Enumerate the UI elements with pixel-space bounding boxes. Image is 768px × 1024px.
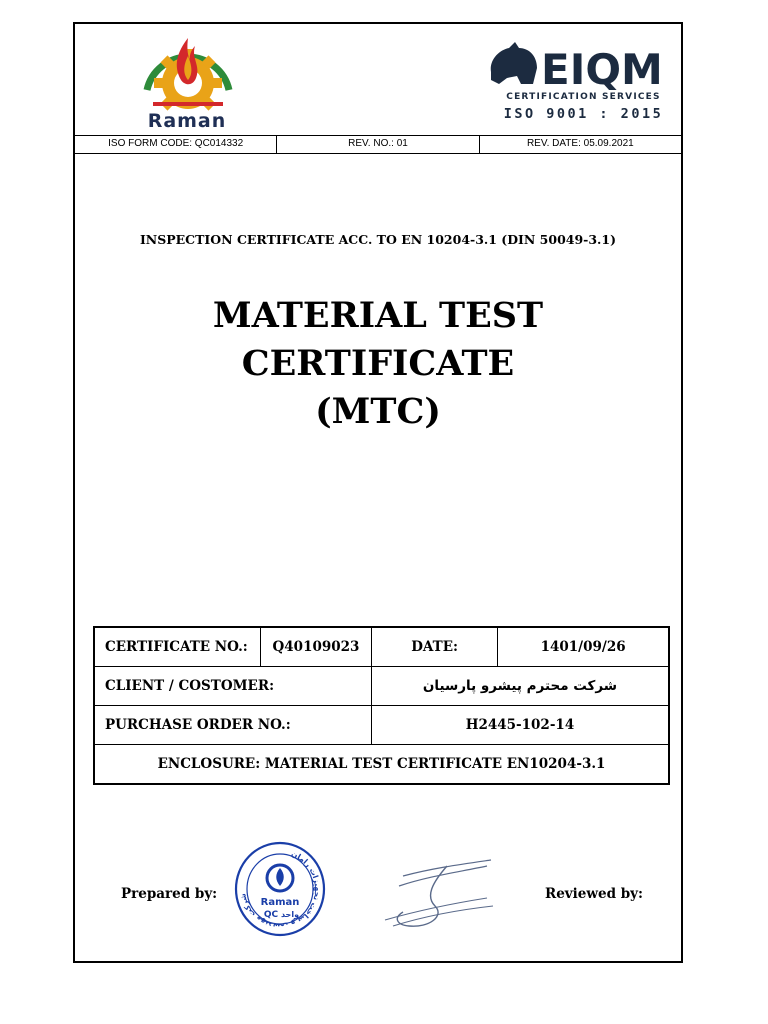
- reviewed-by-label: Reviewed by:: [545, 886, 643, 902]
- client-value: شرکت محترم پیشرو پارسیان: [371, 667, 669, 706]
- stamp-qc: QC: [263, 910, 279, 920]
- purchase-order-value: H2445-102-14: [371, 706, 669, 745]
- purchase-order-label: PURCHASE ORDER NO.:: [94, 706, 371, 745]
- prepared-by-label: Prepared by:: [121, 886, 218, 902]
- certificate-details-table: [93, 626, 670, 785]
- form-info-row: [75, 135, 681, 154]
- enclosure-text: ENCLOSURE: MATERIAL TEST CERTIFICATE EN10204-3.1: [94, 745, 669, 785]
- table-row: [94, 706, 669, 745]
- document-header: [75, 24, 681, 149]
- certificate-subtitle: INSPECTION CERTIFICATE ACC. TO EN 10204-3.1 (DIN 50049-3.1): [139, 232, 617, 247]
- client-label: CLIENT / COSTOMER:: [94, 667, 371, 706]
- stamp-name: Raman: [260, 897, 300, 908]
- signature-icon: [363, 846, 513, 942]
- revision-date: REV. DATE: 05.09.2021: [479, 136, 681, 153]
- eiqm-iso-label: ISO 9001 : 2015: [503, 106, 664, 122]
- form-code: ISO FORM CODE: QC014332: [108, 138, 244, 149]
- table-row: [94, 627, 669, 667]
- revision-number: REV. NO.: 01: [276, 136, 478, 153]
- title-line-2: (MTC): [315, 391, 441, 432]
- title-line-1: MATERIAL TEST CERTIFICATE: [212, 295, 544, 384]
- date-label: DATE:: [371, 627, 497, 667]
- document-frame: [73, 22, 683, 963]
- certificate-no-value: Q40109023: [261, 627, 372, 667]
- certificate-title: [75, 292, 681, 436]
- svg-text:EIQM: EIQM: [541, 45, 663, 94]
- table-row: [94, 667, 669, 706]
- raman-logo-text: Raman: [147, 110, 227, 132]
- qc-stamp-icon: [233, 840, 327, 938]
- table-row: [94, 745, 669, 785]
- certificate-no-label: CERTIFICATE NO.:: [94, 627, 261, 667]
- stamp-ring-text: شرکت مهندسی و ساخت تجهیزات رامان: [238, 849, 322, 932]
- stamp-unit: واحد: [280, 910, 300, 919]
- eiqm-certification-label: CERTIFICATION SERVICES: [506, 92, 661, 102]
- date-value: 1401/09/26: [498, 627, 669, 667]
